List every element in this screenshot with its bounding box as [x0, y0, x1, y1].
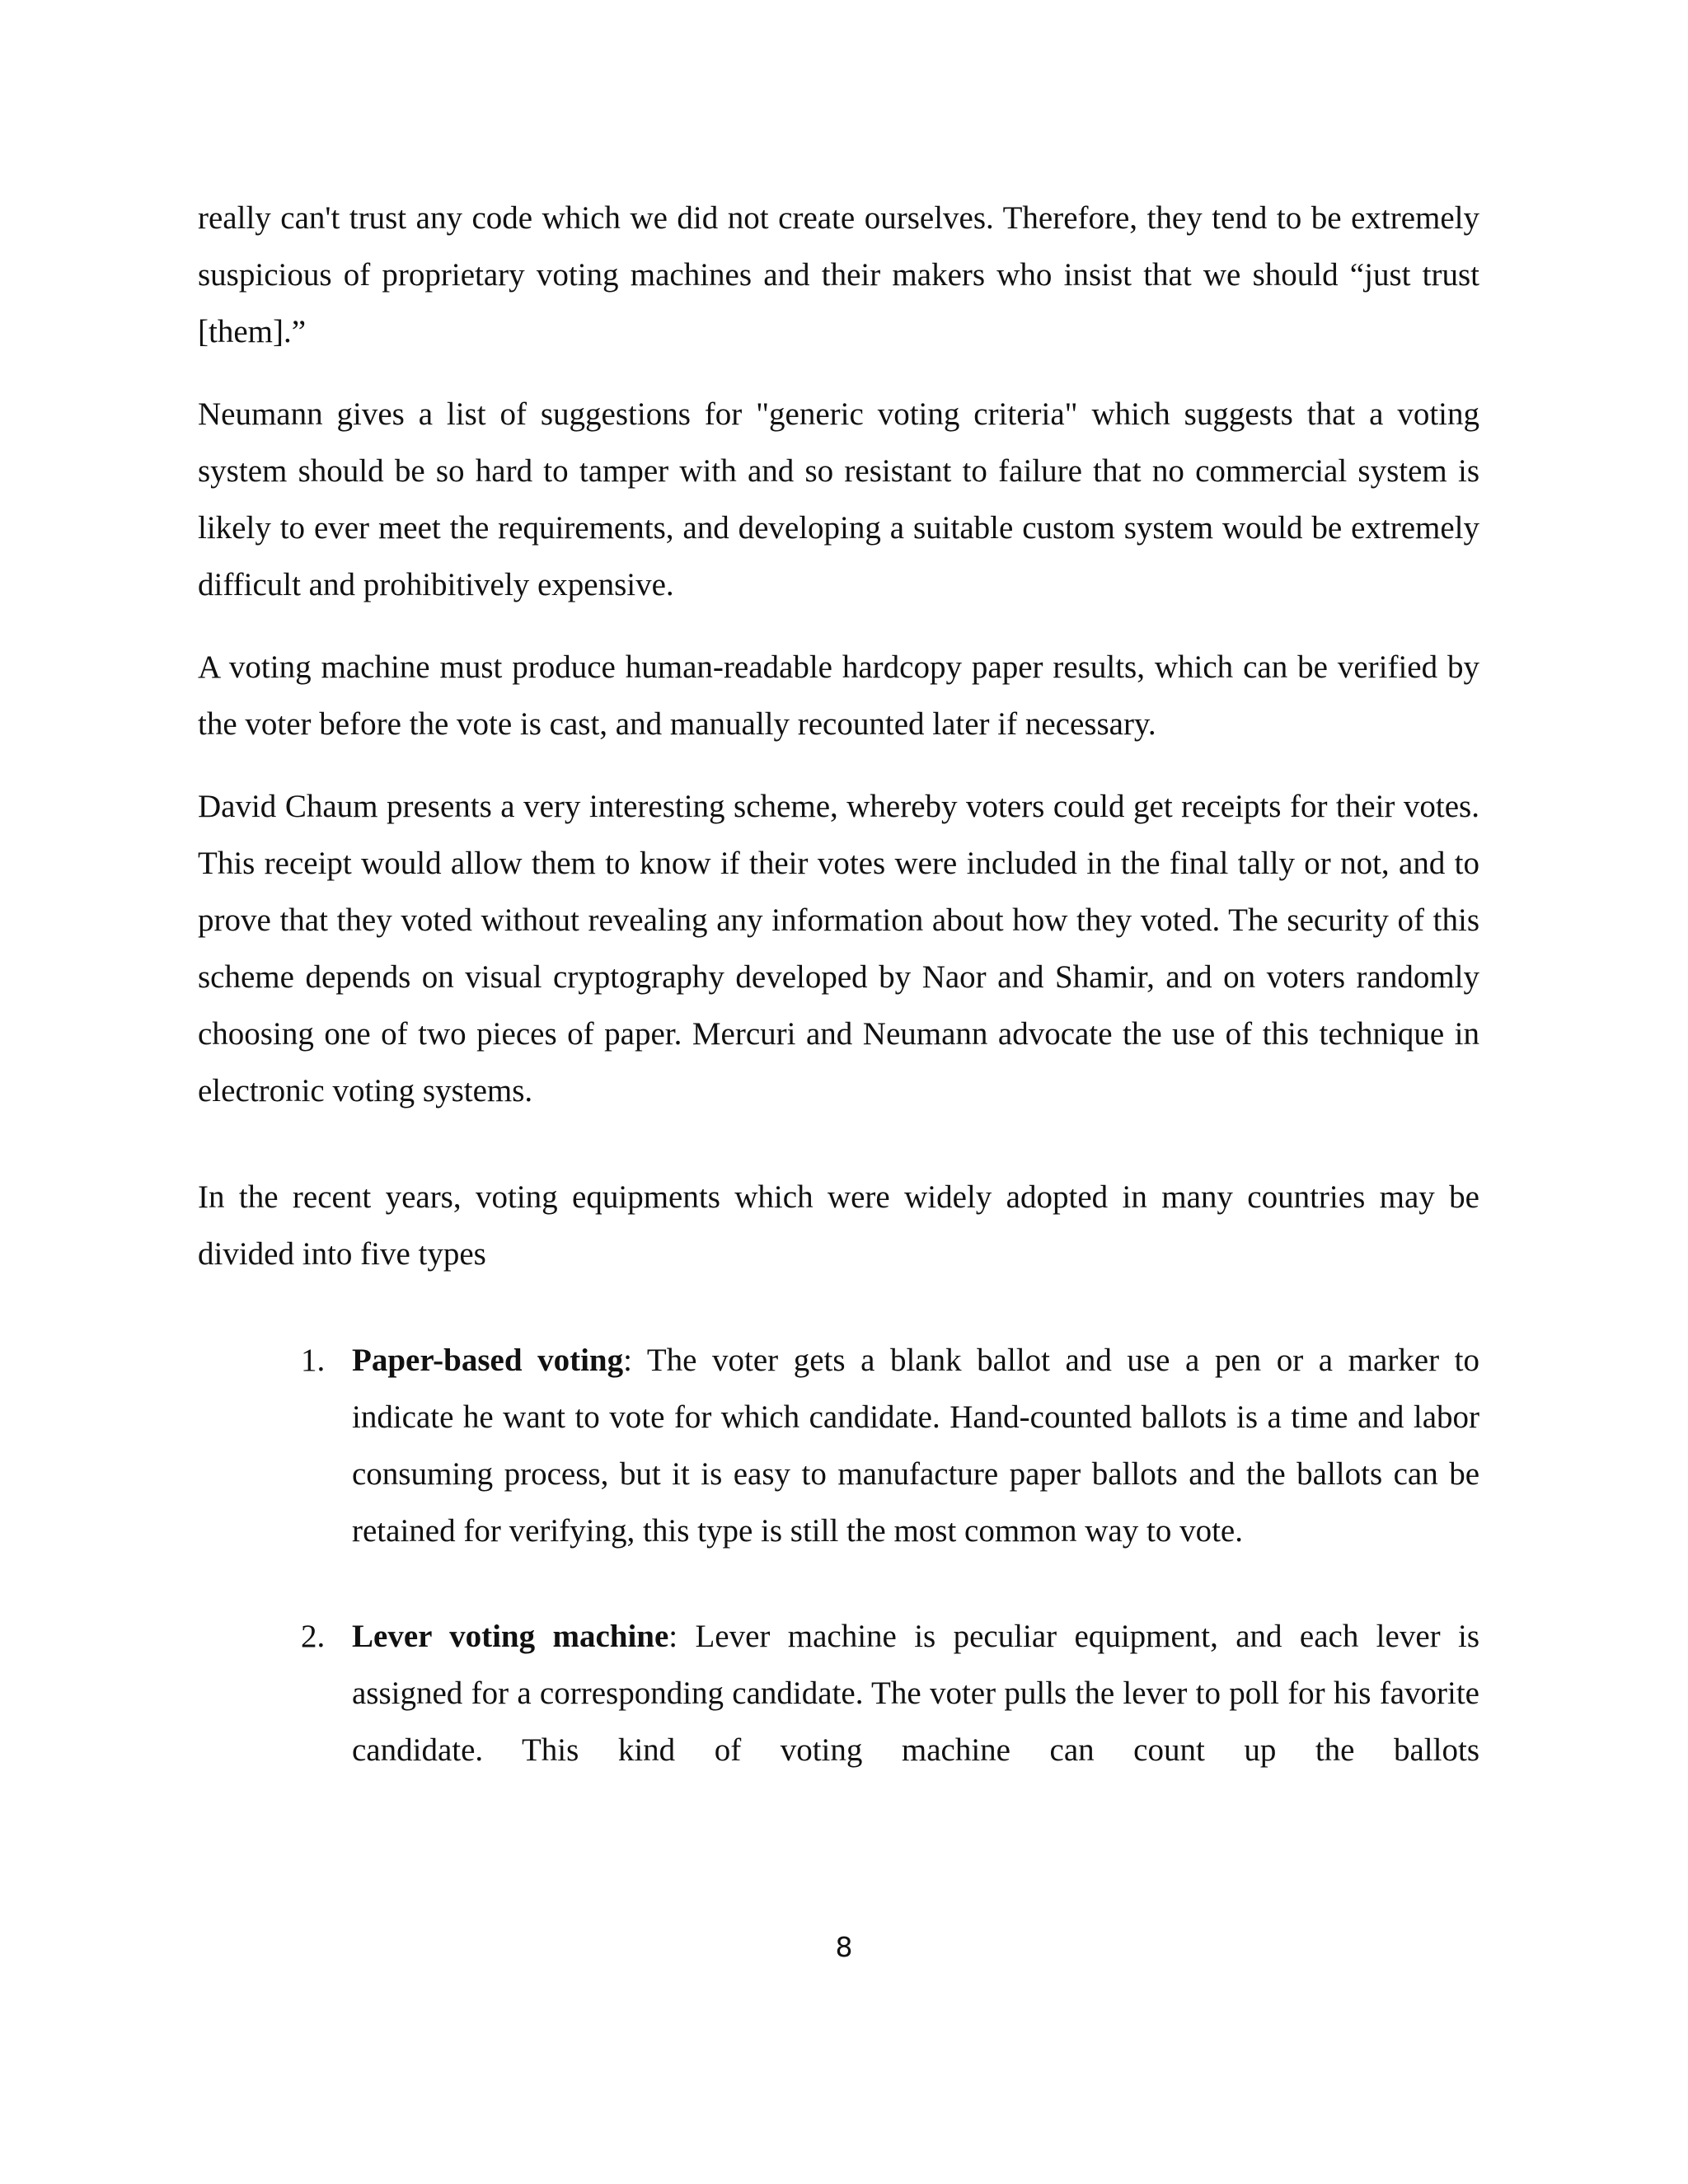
- page-number: 8: [835, 1931, 853, 1963]
- list-term: Paper-based voting: [352, 1343, 624, 1378]
- list-term: Lever voting machine: [352, 1619, 669, 1654]
- page-content: [198, 190, 1479, 1779]
- list-item: [198, 1608, 1479, 1779]
- list-text: : The voter gets a blank ballot and use a pen or a marker to indicate he want to vote for which candidate. Hand-counted ballots is a time and labor consuming process, but it is easy to manufacture paper ballots and the ballots can be retained for verifying, this type is still the most common way to vote.: [352, 1343, 1479, 1549]
- paragraph: really can't trust any code which we did not create ourselves. Therefore, they tend to be extremely suspicious of proprietary voting machines and their makers who insist that we should “just trust [them].”: [198, 200, 1479, 349]
- paragraph: David Chaum presents a very interesting scheme, whereby voters could get receipts for their votes. This receipt would allow them to know if their votes were included in the final tally or not, and to prove that they voted without revealing any information about how they voted. The security of this scheme depends on visual cryptography developed by Naor and Shamir, and on voters randomly choosing one of two pieces of paper. Mercuri and Neumann advocate the use of this technique in electronic voting systems.: [198, 789, 1479, 1108]
- list-number: 2.: [301, 1619, 326, 1654]
- paragraph: In the recent years, voting equipments which were widely adopted in many countries may be divided into five types: [198, 1179, 1479, 1272]
- list-item: [198, 1332, 1479, 1559]
- list-text: : Lever machine is peculiar equipment, and each lever is assigned for a corresponding candidate. The voter pulls the lever to poll for his favorite candidate. This kind of voting machine can count up the ballots: [352, 1619, 1479, 1768]
- list-number: 1.: [301, 1343, 326, 1378]
- paragraph: A voting machine must produce human-readable hardcopy paper results, which can be verified by the voter before the vote is cast, and manually recounted later if necessary.: [198, 649, 1479, 742]
- voting-types-list: [198, 1332, 1479, 1779]
- paragraph: Neumann gives a list of suggestions for "generic voting criteria" which suggests that a voting system should be so hard to tamper with and so resistant to failure that no commercial system is likely to ever meet the requirements, and developing a suitable custom system would be extremely difficult and prohibitively expensive.: [198, 396, 1479, 602]
